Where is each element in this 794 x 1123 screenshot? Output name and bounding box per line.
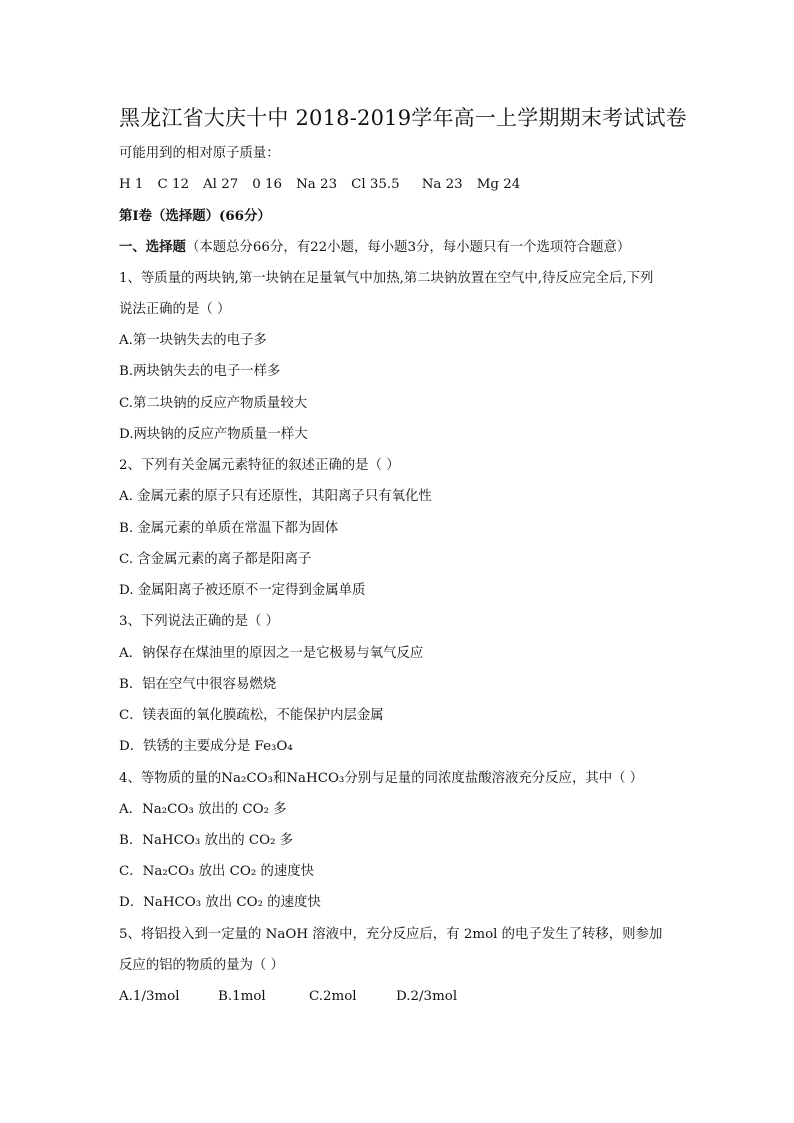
q2-option-c: C. 含金属元素的离子都是阳离子	[119, 552, 312, 567]
q1-option-a: A.第一块钠失去的电子多	[119, 333, 267, 348]
q4-option-label: B．	[119, 833, 143, 848]
section-title: 第Ⅰ卷（选择题）(66分）	[119, 208, 271, 224]
q1-option-b: B.两块钠失去的电子一样多	[119, 364, 281, 379]
q1-stem-line2: 说法正确的是（ ）	[119, 302, 231, 317]
atomic-mass-item: C 12	[157, 177, 190, 192]
q4-option-d	[119, 894, 321, 912]
atomic-mass-item: 0 16	[252, 177, 283, 192]
q3-option-d	[119, 738, 293, 756]
q3-option-a: A．钠保存在煤油里的原因之一是它极易与氧气反应	[119, 646, 424, 661]
atomic-mass-item: Al 27	[203, 177, 239, 192]
q4-stem-part3: 分别与足量的同浓度盐酸溶液充分反应，其中（ ）	[344, 771, 644, 786]
atomic-mass-item: Na 23	[421, 177, 463, 192]
q3-option-d-formula: Fe₃O₄	[254, 739, 293, 754]
q4-option-label: A．	[119, 802, 143, 817]
q1-option-d: D.两块钠的反应产物质量一样大	[119, 427, 308, 442]
q5-stem-line2: 反应的铝的物质的量为（ ）	[119, 958, 284, 973]
q1-stem-line1: 1、等质量的两块钠,第一块钠在足量氧气中加热,第二块钠放置在空气中,待反应完全后,下列	[119, 271, 654, 286]
q3-option-d-text: D．铁锈的主要成分是	[119, 739, 255, 754]
q4-stem-part1: 4、等物质的量的	[119, 771, 222, 786]
q4-stem-formula1: Na₂CO₃	[221, 771, 273, 786]
atomic-mass-item: Mg 24	[476, 177, 521, 192]
atomic-mass-item: Na 23	[296, 177, 338, 192]
q4-stem	[119, 770, 643, 788]
part1-note: （本题总分66分，有22小题，每小题3分，每小题只有一个选项符合题意）	[185, 240, 631, 255]
q5-option-b: B.1mol	[218, 989, 266, 1004]
q4-option-formula: NaHCO₃	[143, 895, 202, 910]
q5-options	[119, 988, 679, 1006]
q4-option-b	[119, 832, 293, 850]
q5-option-a: A.1/3mol	[119, 989, 180, 1004]
q4-option-label: C．	[119, 864, 143, 879]
q3-option-c: C．镁表面的氧化膜疏松，不能保护内层金属	[119, 708, 384, 723]
q4-option-label: D．	[119, 895, 144, 910]
q4-option-formula: Na₂CO₃	[142, 864, 195, 879]
q4-option-a	[119, 801, 287, 819]
part1-heading-line	[119, 238, 630, 257]
q4-option-text: 的速度快	[263, 895, 321, 910]
q5-option-c: C.2mol	[309, 989, 357, 1004]
q4-option-text: 的速度快	[256, 864, 315, 879]
q4-option-co2: CO₂	[229, 864, 257, 879]
q4-option-text: 多	[275, 833, 294, 848]
q4-option-text: 放出的	[200, 833, 249, 848]
q2-option-a: A. 金属元素的原子只有还原性，其阳离子只有氧化性	[119, 489, 432, 504]
q4-option-formula: NaHCO₃	[142, 833, 201, 848]
atomic-mass-item: H 1	[119, 177, 144, 192]
q5-option-d: D.2/3mol	[396, 989, 458, 1004]
q4-option-co2: CO₂	[248, 833, 276, 848]
atomic-mass-item: Cl 35.5	[351, 177, 400, 192]
q4-stem-part2: 和	[272, 771, 287, 786]
q4-stem-formula2: NaHCO₃	[286, 771, 345, 786]
exam-title: 黑龙江省大庆十中 2018-2019学年高一上学期期末考试试卷	[119, 106, 687, 130]
q4-option-text: 放出	[201, 895, 237, 910]
q5-stem-line1: 5、将铝投入到一定量的 NaOH 溶液中，充分反应后，有 2mol 的电子发生了转移，则参加	[119, 927, 663, 942]
q1-option-c: C.第二块钠的反应产物质量较大	[119, 396, 308, 411]
q2-option-b: B. 金属元素的单质在常温下都为固体	[119, 521, 339, 536]
q4-option-c	[119, 863, 314, 881]
q4-option-text: 放出的	[193, 802, 243, 817]
q4-option-co2: CO₂	[242, 802, 270, 817]
part1-heading: 一、选择题	[119, 239, 186, 255]
q4-option-formula: Na₂CO₃	[142, 802, 194, 817]
q4-option-co2: CO₂	[236, 895, 264, 910]
q3-stem: 3、下列说法正确的是（ ）	[119, 614, 280, 629]
atomic-mass-label: 可能用到的相对原子质量：	[119, 146, 280, 161]
q4-option-text: 放出	[194, 864, 230, 879]
atomic-mass-list	[119, 176, 534, 194]
q2-stem: 2、下列有关金属元素特征的叙述正确的是（ ）	[119, 458, 400, 473]
q2-option-d: D. 金属阳离子被还原不一定得到金属单质	[119, 583, 366, 598]
q3-option-b: B．铝在空气中很容易燃烧	[119, 677, 277, 692]
q4-option-text: 多	[269, 802, 287, 817]
